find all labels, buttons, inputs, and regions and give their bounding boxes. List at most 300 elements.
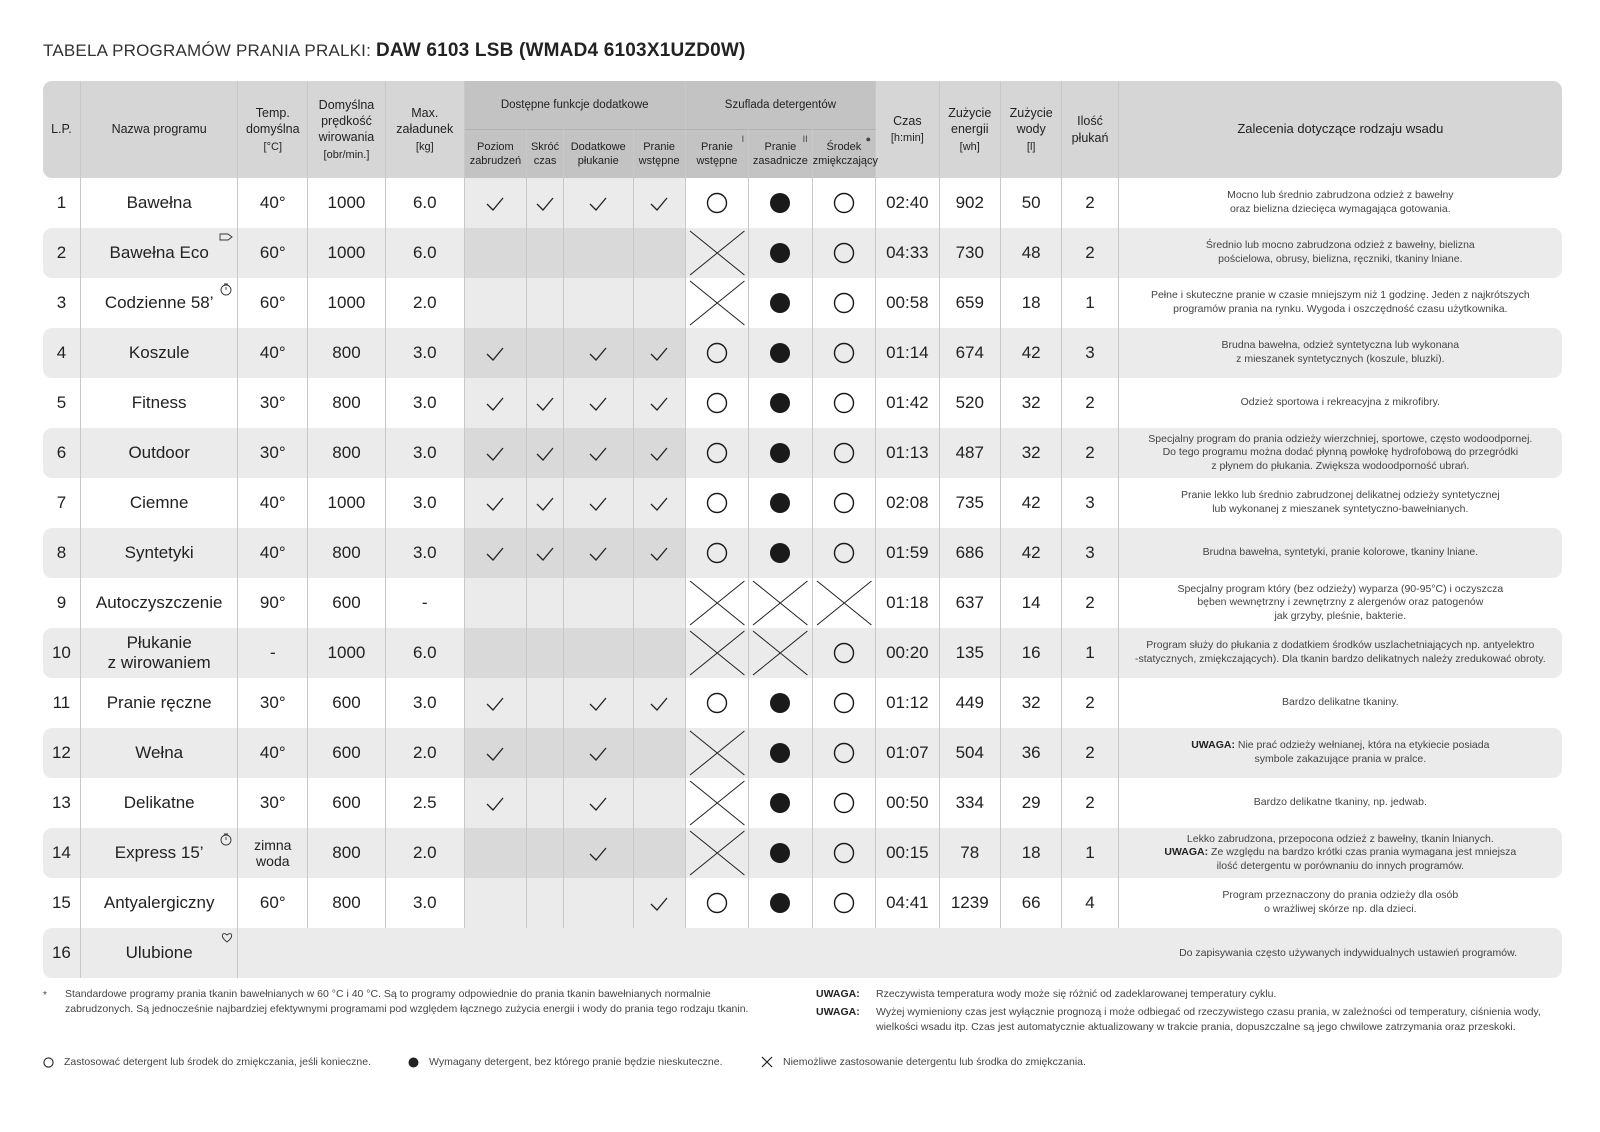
function-cell [564,678,634,728]
table-row [43,828,1562,878]
filled-circle-icon [769,792,791,814]
row-energy: 135 [940,628,1001,678]
legend-optional: Zastosować detergent lub środek do zmiękczania, jeśli konieczne. [43,1056,371,1068]
function-cell [564,828,634,878]
cross-icon [686,778,748,828]
row-load: 3.0 [386,528,465,578]
function-cell [564,428,634,478]
checkmark-icon [485,796,505,812]
filled-circle-icon [769,542,791,564]
row-rinses: 2 [1062,178,1118,228]
header-drawer-main: Pranie zasadnicze II [749,129,812,178]
drawer-cell [686,378,749,428]
row-water: 42 [1001,478,1062,528]
row-speed: 600 [308,578,386,628]
row-time: 02:40 [876,178,939,228]
row-time: 01:12 [876,678,939,728]
checkmark-icon [588,346,608,362]
drawer-cell [749,878,812,928]
row-lp: 14 [43,828,81,878]
checkmark-icon [535,396,555,412]
drawer-cell [749,528,812,578]
row-time: 01:59 [876,528,939,578]
row-energy: 686 [940,528,1001,578]
filled-circle-icon [769,892,791,914]
header-time: Czas [h:min] [876,81,939,178]
program-name: Bawełna [81,178,239,228]
drawer-cell [686,528,749,578]
function-cell [465,728,527,778]
function-cell [564,378,634,428]
function-cell [564,178,634,228]
function-cell [564,878,634,928]
drawer-cell [813,428,876,478]
checkmark-icon [485,746,505,762]
function-cell [564,228,634,278]
filled-circle-icon [769,842,791,864]
function-cell [634,378,686,428]
header-water: Zużycie wody [l] [1001,81,1062,178]
checkmark-icon [649,696,669,712]
row-load: 3.0 [386,328,465,378]
function-cell [465,528,527,578]
table-row [43,378,1562,428]
row-time: 04:33 [876,228,939,278]
function-cell [527,628,564,678]
function-cell [465,378,527,428]
row-rinses: 3 [1062,528,1118,578]
function-cell [634,878,686,928]
cross-icon [813,578,875,628]
drawer-cell [749,378,812,428]
function-cell [465,828,527,878]
checkmark-icon [535,496,555,512]
row-time: 00:20 [876,628,939,678]
row-load: 3.0 [386,478,465,528]
drawer-cell [749,828,812,878]
row-load: 3.0 [386,378,465,428]
function-cell [634,628,686,678]
header-energy: Zużycie energii [wh] [940,81,1001,178]
function-cell [527,328,564,378]
header-recommendation: Zalecenia dotyczące rodzaju wsadu [1119,81,1562,178]
row-water: 18 [1001,828,1062,878]
row-load: 2.0 [386,728,465,778]
drawer-cell [686,228,749,278]
drawer-cell [686,828,749,878]
header-extra-rinse: Dodatkowe płukanie [564,129,634,178]
cross-icon [749,628,811,678]
function-cell [634,728,686,778]
empty-circle-icon [833,442,855,464]
eco-tag-icon [219,232,233,246]
row-lp: 1 [43,178,81,228]
function-cell [634,278,686,328]
function-cell [527,278,564,328]
function-cell [527,678,564,728]
row-water: 14 [1001,578,1062,628]
checkmark-icon [535,446,555,462]
table-row [43,678,1562,728]
row-temp: 40° [238,528,308,578]
row-recommendation: Specjalny program który (bez odzieży) wyparza (90-95°C) i oczyszcza bęben wewnętrzny i zewnętrzny z alergenów oraz patogenów jak grzyby, pleśnie, bakterie. [1177,582,1504,622]
header-drawer-group: Szuflada detergentów [686,81,876,129]
checkmark-icon [485,696,505,712]
drawer-cell [686,628,749,678]
checkmark-icon [649,346,669,362]
checkmark-icon [588,846,608,862]
row-temp: 40° [238,328,308,378]
row-recommendation: Średnio lub mocno zabrudzona odzież z bawełny, bielizna pościelowa, obrusy, bielizna, ręczniki, tkaniny lniane. [1119,228,1562,278]
cross-icon [686,728,748,778]
function-cell [634,828,686,878]
title-prefix: TABELA PROGRAMÓW PRANIA PRALKI: [43,41,376,60]
row-temp: 30° [238,678,308,728]
function-cell [465,778,527,828]
function-cell [465,278,527,328]
header-speed: Domyślna prędkość wirowania [obr/min.] [308,81,386,178]
function-cell [634,178,686,228]
row-water: 50 [1001,178,1062,228]
table-row [43,478,1562,528]
function-cell [564,278,634,328]
row-temp: 40° [238,478,308,528]
function-cell [634,778,686,828]
cross-icon [761,1056,773,1068]
function-cell [634,528,686,578]
empty-circle-icon [706,192,728,214]
footnote-standard: Standardowe programy prania tkanin bawełnianych w 60 °C i 40 °C. Są to programy odpowiednie do prania tkanin bawełnianych normalnie zabrudzonych. Są jednocześnie najbardziej efektywnymi programami pod względem łącznego zużycia energii i wody do prania tego rodzaju tkanin. [65,988,749,1016]
row-load: 3.0 [386,678,465,728]
checkmark-icon [588,396,608,412]
row-speed: 800 [308,878,386,928]
header-load: Max. załadunek [kg] [386,81,465,178]
drawer-cell [686,428,749,478]
row-time: 04:41 [876,878,939,928]
row-temp: 30° [238,428,308,478]
row-load: 2.0 [386,828,465,878]
function-cell [634,478,686,528]
row-recommendation: Lekko zabrudzona, przepocona odzież z bawełny, tkanin lnianych. UWAGA: Ze względu na bardzo krótki czas prania wymagana jest mniejsza ilość detergentu w porównaniu do innych programów. [1119,828,1562,878]
row-rinses: 1 [1062,628,1118,678]
empty-circle-icon [706,392,728,414]
drawer-cell [686,578,749,628]
row-speed: 1000 [308,178,386,228]
filled-circle-icon [769,292,791,314]
row-rinses: 3 [1062,478,1118,528]
filled-circle-icon [769,342,791,364]
row-load: 3.0 [386,428,465,478]
row-recommendation: Odzież sportowa i rekreacyjna z mikrofibry. [1240,396,1441,409]
softener-dot-icon: ● [865,134,872,144]
filled-circle-icon [769,392,791,414]
row-time: 02:08 [876,478,939,528]
function-cell [564,778,634,828]
drawer-cell [749,728,812,778]
cross-icon [686,828,748,878]
program-name: Antyalergiczny [81,878,239,928]
function-cell [465,428,527,478]
timer-icon [219,282,233,300]
row-rinses: 3 [1062,328,1118,378]
table-row [43,228,1562,278]
row-rinses: 2 [1062,778,1118,828]
program-name: Ciemne [81,478,239,528]
function-cell [527,528,564,578]
empty-circle-icon [833,392,855,414]
row-lp: 11 [43,678,81,728]
row-speed: 600 [308,678,386,728]
program-name: Wełna [81,728,239,778]
table-row [43,878,1562,928]
row-energy: 520 [940,378,1001,428]
checkmark-icon [649,546,669,562]
row-recommendation: Program służy do płukania z dodatkiem środków uszlachetniających np. antyelektro -statycznych, zmiękczających). Dla tkanin bardzo delikatnych należy zredukować obroty. [1119,628,1562,678]
row-rinses: 1 [1062,828,1118,878]
drawer-cell [686,478,749,528]
table-row [43,428,1562,478]
empty-circle-icon [833,892,855,914]
row-temp: - [238,628,308,678]
drawer-cell [686,178,749,228]
row-time: 01:13 [876,428,939,478]
row-load: - [386,578,465,628]
row-rinses: 2 [1062,428,1118,478]
drawer-cell [749,778,812,828]
drawer-cell [813,878,876,928]
uwaga-text-2: Wyżej wymieniony czas jest wyłącznie prognozą i może odbiegać od rzeczywistego czasu prania, w zależności od temperatury, ciśnienia wody, wielkości wsadu itp. Czas jest automatycznie aktualizowany w trakcie prania, dopuszczalne są jego chwilowe zatrzymania oraz przeskoki. [876,1006,1541,1034]
function-cell [465,678,527,728]
drawer-cell [749,478,812,528]
empty-circle-icon [706,342,728,364]
row-recommendation: Bardzo delikatne tkaniny, np. jedwab. [1253,796,1427,809]
drawer-cell [749,178,812,228]
table-row [43,778,1562,828]
header-shorten-time: Skróć czas [527,129,564,178]
checkmark-icon [588,546,608,562]
row-rinses: 1 [1062,278,1118,328]
filled-circle-icon [769,492,791,514]
timer-icon [219,832,233,850]
row-water: 32 [1001,678,1062,728]
drawer-cell [813,828,876,878]
function-cell [527,578,564,628]
row-lp: 10 [43,628,81,678]
row-energy: 1239 [940,878,1001,928]
title-model: DAW 6103 LSB (WMAD4 6103X1UZD0W) [375,40,746,61]
checkmark-icon [535,196,555,212]
uwaga-text-1: Rzeczywista temperatura wody może się różnić od zadeklarowanej temperatury cyklu. [876,988,1277,1000]
function-cell [527,228,564,278]
checkmark-icon [485,446,505,462]
empty-circle-icon [833,492,855,514]
row-lp: 4 [43,328,81,378]
function-cell [527,878,564,928]
row-time: 01:18 [876,578,939,628]
row-recommendation: Do zapisywania często używanych indywidualnych ustawień programów. [238,928,1562,978]
checkmark-icon [485,396,505,412]
table-row [43,528,1562,578]
row-speed: 800 [308,828,386,878]
row-temp: 60° [238,228,308,278]
row-water: 66 [1001,878,1062,928]
empty-circle-icon [833,842,855,864]
drawer-cell [749,328,812,378]
empty-circle-icon [706,492,728,514]
checkmark-icon [649,446,669,462]
row-lp: 5 [43,378,81,428]
row-speed: 800 [308,528,386,578]
header-name: Nazwa programu [81,81,239,178]
row-recommendation: Pełne i skuteczne pranie w czasie mniejszym niż 1 godzinę. Jeden z najkrótszych programów prania na rynku. Wygoda i oszczędność czasu użytkownika. [1150,289,1530,315]
row-speed: 800 [308,428,386,478]
row-temp: 30° [238,378,308,428]
program-name: Ulubione [81,928,239,978]
program-name: Autoczyszczenie [81,578,239,628]
function-cell [527,778,564,828]
drawer-cell [749,678,812,728]
header-soil-level: Poziom zabrudzeń [465,129,527,178]
checkmark-icon [535,546,555,562]
header-temp: Temp. domyślna [°C] [238,81,308,178]
function-cell [465,628,527,678]
drawer-cell [813,478,876,528]
checkmark-icon [649,496,669,512]
checkmark-icon [588,696,608,712]
drawer-cell [749,228,812,278]
function-cell [465,228,527,278]
function-cell [634,428,686,478]
header-drawer-softener: Środek zmiękczający ● [813,129,876,178]
uwaga-note-2: UWAGA: [816,1006,860,1018]
program-name: Delikatne [81,778,239,828]
row-load: 6.0 [386,178,465,228]
drawer-cell [813,228,876,278]
row-energy: 659 [940,278,1001,328]
cross-icon [686,228,748,278]
row-time: 00:50 [876,778,939,828]
drawer-cell [686,728,749,778]
row-rinses: 2 [1062,228,1118,278]
empty-circle-icon [833,642,855,664]
row-speed: 1000 [308,278,386,328]
empty-circle-icon [833,692,855,714]
empty-circle-icon [833,192,855,214]
function-cell [465,578,527,628]
drawer-cell [813,178,876,228]
row-water: 16 [1001,628,1062,678]
function-cell [564,728,634,778]
row-speed: 1000 [308,228,386,278]
row-lp: 6 [43,428,81,478]
row-energy: 730 [940,228,1001,278]
header-drawer-prewash: Pranie wstępne I [686,129,749,178]
filled-circle-icon [408,1057,419,1068]
drawer-cell [686,678,749,728]
drawer-cell [686,878,749,928]
row-recommendation: UWAGA: Nie prać odzieży wełnianej, która na etykiecie posiada symbole zakazujące prania w pralce. [1119,728,1562,778]
function-cell [634,678,686,728]
drawer-cell [813,328,876,378]
row-water: 42 [1001,528,1062,578]
drawer-cell [813,278,876,328]
legend-impossible: Niemożliwe zastosowanie detergentu lub środka do zmiękczania. [761,1056,1086,1068]
function-cell [634,578,686,628]
row-lp: 9 [43,578,81,628]
cross-icon [749,578,811,628]
heart-icon [221,932,233,947]
table-row [43,578,1562,628]
checkmark-icon [588,796,608,812]
function-cell [527,378,564,428]
header-prewash: Pranie wstępne [634,129,686,178]
function-cell [527,728,564,778]
row-water: 36 [1001,728,1062,778]
filled-circle-icon [769,442,791,464]
footnote-star: * [43,990,47,1001]
row-water: 29 [1001,778,1062,828]
row-water: 18 [1001,278,1062,328]
function-cell [634,228,686,278]
row-load: 6.0 [386,628,465,678]
page-title [43,40,746,62]
drawer-cell [813,728,876,778]
row-recommendation: Brudna bawełna, syntetyki, pranie kolorowe, tkaniny lniane. [1119,528,1562,578]
row-recommendation: Brudna bawełna, odzież syntetyczna lub wykonana z mieszanek syntetycznych (koszule, bluzki). [1119,328,1562,378]
drawer-cell [749,578,812,628]
function-cell [564,578,634,628]
drawer-cell [813,628,876,678]
row-speed: 1000 [308,628,386,678]
row-load: 2.0 [386,278,465,328]
row-water: 32 [1001,378,1062,428]
row-recommendation: Mocno lub średnio zabrudzona odzież z bawełny oraz bielizna dziecięca wymagająca gotowania. [1227,189,1454,215]
row-water: 32 [1001,428,1062,478]
row-temp: 40° [238,728,308,778]
header-rinses: Ilość płukań [1062,81,1118,178]
row-energy: 902 [940,178,1001,228]
checkmark-icon [649,196,669,212]
function-cell [564,528,634,578]
empty-circle-icon [706,542,728,564]
row-energy: 674 [940,328,1001,378]
drawer-cell [813,778,876,828]
cross-icon [686,628,748,678]
function-cell [527,428,564,478]
filled-circle-icon [769,742,791,764]
program-name: Express 15’ [81,828,239,878]
row-water: 48 [1001,228,1062,278]
checkmark-icon [649,896,669,912]
program-name: Outdoor [81,428,239,478]
row-time: 01:14 [876,328,939,378]
function-cell [465,328,527,378]
function-cell [527,828,564,878]
row-energy: 504 [940,728,1001,778]
empty-circle-icon [833,742,855,764]
drawer-cell [686,278,749,328]
row-temp: 60° [238,878,308,928]
function-cell [465,878,527,928]
checkmark-icon [588,746,608,762]
row-load: 6.0 [386,228,465,278]
row-temp: 30° [238,778,308,828]
row-energy: 78 [940,828,1001,878]
function-cell [527,178,564,228]
row-load: 3.0 [386,878,465,928]
row-rinses: 2 [1062,728,1118,778]
compartment-2-mark: II [802,134,808,144]
